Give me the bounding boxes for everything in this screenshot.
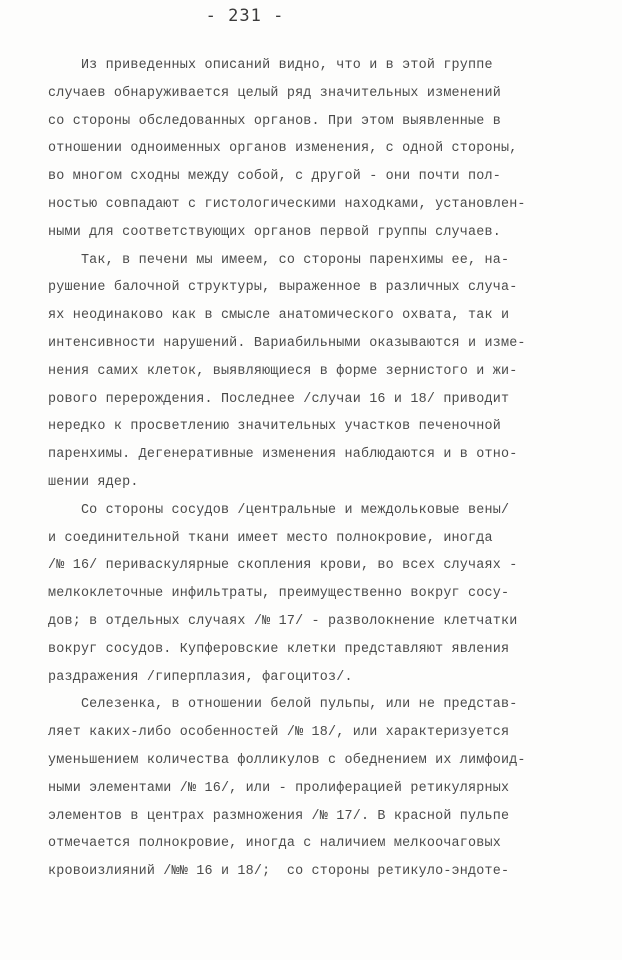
- text-line: паренхимы. Дегенеративные изменения наблюдаются и в отно-: [48, 447, 518, 463]
- page-number: - 231 -: [205, 6, 285, 26]
- text-line: уменьшением количества фолликулов с обеднением их лимфоид-: [48, 752, 526, 768]
- text-line: со стороны обследованных органов. При этом выявленные в: [48, 113, 501, 129]
- text-line: отмечается полнокровие, иногда с наличием мелкоочаговых: [48, 836, 501, 852]
- text-line: интенсивности нарушений. Вариабильными оказываются и изме-: [48, 335, 526, 351]
- text-line: шении ядер.: [48, 474, 139, 490]
- text-line: Со стороны сосудов /центральные и междольковые вены/: [48, 502, 510, 518]
- text-line: ными для соответствующих органов первой группы случаев.: [48, 224, 501, 240]
- text-line: во многом сходны между собой, с другой - они почти пол-: [48, 169, 501, 185]
- text-line: рушение балочной структуры, выраженное в различных случа-: [48, 280, 518, 296]
- text-line: случаев обнаруживается целый ряд значительных изменений: [48, 85, 501, 101]
- text-line: нередко к просветлению значительных участков печеночной: [48, 419, 501, 435]
- text-line: Из приведенных описаний видно, что и в этой группе: [48, 58, 493, 73]
- text-line: отношении одноименных органов изменения, с одной стороны,: [48, 141, 518, 157]
- text-line: нения самих клеток, выявляющиеся в форме зернистого и жи-: [48, 363, 518, 379]
- text-line: рового перерождения. Последнее /случаи 16 и 18/ приводит: [48, 391, 510, 407]
- text-line: Селезенка, в отношении белой пульпы, или не представ-: [48, 697, 518, 713]
- text-line: мелкоклеточные инфильтраты, преимущественно вокруг сосу-: [48, 586, 510, 602]
- text-line: Так, в печени мы имеем, со стороны паренхимы ее, на-: [48, 252, 510, 268]
- text-line: и соединительной ткани имеет место полнокровие, иногда: [48, 530, 493, 546]
- text-line: ностью совпадают с гистологическими находками, установлен-: [48, 196, 526, 212]
- text-line: ляет каких-либо особенностей /№ 18/, или характеризуется: [48, 725, 510, 741]
- text-line: ях неодинаково как в смысле анатомического охвата, так и: [48, 308, 510, 324]
- text-line: элементов в центрах размножения /№ 17/. В красной пульпе: [48, 808, 510, 824]
- body-text: [48, 52, 588, 886]
- text-line: ными элементами /№ 16/, или - пролиферацией ретикулярных: [48, 780, 510, 796]
- text-line: дов; в отдельных случаях /№ 17/ - разволокнение клетчатки: [48, 613, 518, 629]
- text-line: /№ 16/ периваскулярные скопления крови, во всех случаях -: [48, 558, 518, 574]
- text-line: раздражения /гиперплазия, фагоцитоз/.: [48, 669, 353, 685]
- text-line: вокруг сосудов. Купферовские клетки представляют явления: [48, 641, 510, 657]
- text-line: кровоизлияний /№№ 16 и 18/; со стороны ретикуло-эндоте-: [48, 864, 510, 880]
